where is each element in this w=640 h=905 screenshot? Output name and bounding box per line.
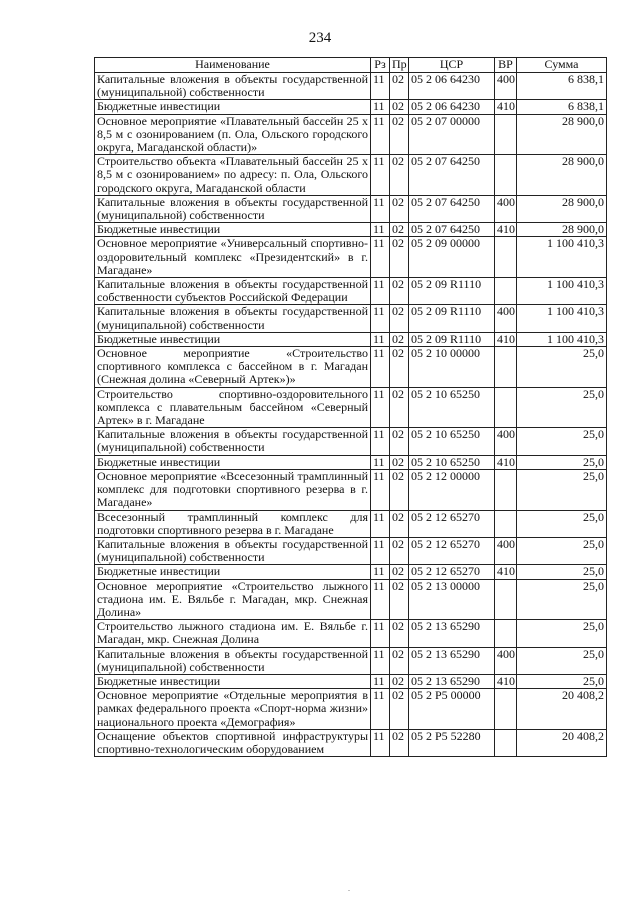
cell-sum: 25,0 xyxy=(517,620,607,647)
cell-rz: 11 xyxy=(371,195,390,222)
table-row xyxy=(95,278,607,305)
table-row xyxy=(95,579,607,620)
cell-csr: 05 2 P5 00000 xyxy=(409,689,495,730)
cell-name: Основное мероприятие «Отдельные мероприятия в рамках федерального проекта «Спорт-норма жизни» национального проекта «Демография» xyxy=(95,689,371,730)
cell-vr xyxy=(495,510,517,537)
cell-rz: 11 xyxy=(371,387,390,428)
table-row xyxy=(95,689,607,730)
cell-name: Основное мероприятие «Строительство спортивного комплекса с бассейном в г. Магадан (Снежная долина «Северный Артек»)» xyxy=(95,347,371,388)
cell-rz: 11 xyxy=(371,223,390,237)
table-header-row xyxy=(95,58,607,73)
cell-vr xyxy=(495,278,517,305)
cell-name: Основное мероприятие «Строительство лыжного стадиона им. Е. Вяльбе г. Магадан, мкр. Снежная Долина» xyxy=(95,579,371,620)
cell-vr: 400 xyxy=(495,195,517,222)
cell-rz: 11 xyxy=(371,674,390,688)
cell-pr: 02 xyxy=(390,510,409,537)
cell-sum: 20 408,2 xyxy=(517,689,607,730)
cell-pr: 02 xyxy=(390,729,409,756)
cell-pr: 02 xyxy=(390,565,409,579)
header-rz: Рз xyxy=(371,58,390,73)
cell-vr: 410 xyxy=(495,223,517,237)
cell-name: Оснащение объектов спортивной инфраструктуры спортивно-технологическим оборудованием xyxy=(95,729,371,756)
cell-name: Строительство лыжного стадиона им. Е. Вяльбе г. Магадан, мкр. Снежная Долина xyxy=(95,620,371,647)
cell-csr: 05 2 10 65250 xyxy=(409,387,495,428)
cell-pr: 02 xyxy=(390,332,409,346)
cell-name: Бюджетные инвестиции xyxy=(95,565,371,579)
cell-pr: 02 xyxy=(390,455,409,469)
cell-sum: 25,0 xyxy=(517,537,607,564)
cell-csr: 05 2 12 65270 xyxy=(409,565,495,579)
cell-name: Основное мероприятие «Всесезонный трамплинный комплекс для подготовки спортивного резерва в г. Магадане» xyxy=(95,469,371,510)
header-name: Наименование xyxy=(95,58,371,73)
cell-sum: 6 838,1 xyxy=(517,100,607,114)
budget-table xyxy=(94,57,607,757)
cell-name: Капитальные вложения в объекты государственной (муниципальной) собственности xyxy=(95,73,371,100)
table-row xyxy=(95,237,607,278)
cell-vr xyxy=(495,387,517,428)
table-row xyxy=(95,537,607,564)
cell-vr: 400 xyxy=(495,73,517,100)
cell-rz: 11 xyxy=(371,469,390,510)
table-row xyxy=(95,469,607,510)
table-row xyxy=(95,347,607,388)
cell-pr: 02 xyxy=(390,469,409,510)
cell-pr: 02 xyxy=(390,428,409,455)
cell-sum: 28 900,0 xyxy=(517,195,607,222)
cell-csr: 05 2 07 64250 xyxy=(409,195,495,222)
cell-vr: 400 xyxy=(495,305,517,332)
table-row xyxy=(95,195,607,222)
cell-csr: 05 2 06 64230 xyxy=(409,100,495,114)
cell-name: Строительство объекта «Плавательный бассейн 25 х 8,5 м с озонированием» по адресу: п. Ола, Ольского городского округа, Магаданской области xyxy=(95,155,371,196)
cell-pr: 02 xyxy=(390,278,409,305)
cell-rz: 11 xyxy=(371,237,390,278)
cell-name: Капитальные вложения в объекты государственной (муниципальной) собственности xyxy=(95,537,371,564)
cell-vr: 410 xyxy=(495,565,517,579)
cell-pr: 02 xyxy=(390,155,409,196)
cell-rz: 11 xyxy=(371,510,390,537)
cell-pr: 02 xyxy=(390,195,409,222)
cell-name: Бюджетные инвестиции xyxy=(95,455,371,469)
cell-sum: 25,0 xyxy=(517,579,607,620)
cell-rz: 11 xyxy=(371,155,390,196)
cell-sum: 25,0 xyxy=(517,428,607,455)
cell-vr xyxy=(495,155,517,196)
cell-sum: 1 100 410,3 xyxy=(517,305,607,332)
cell-csr: 05 2 12 65270 xyxy=(409,510,495,537)
cell-vr xyxy=(495,729,517,756)
cell-vr xyxy=(495,689,517,730)
cell-pr: 02 xyxy=(390,347,409,388)
cell-sum: 28 900,0 xyxy=(517,223,607,237)
cell-csr: 05 2 09 R1110 xyxy=(409,305,495,332)
cell-sum: 25,0 xyxy=(517,565,607,579)
cell-csr: 05 2 10 65250 xyxy=(409,428,495,455)
cell-sum: 25,0 xyxy=(517,387,607,428)
cell-pr: 02 xyxy=(390,689,409,730)
cell-pr: 02 xyxy=(390,620,409,647)
cell-sum: 25,0 xyxy=(517,647,607,674)
cell-sum: 25,0 xyxy=(517,455,607,469)
cell-vr xyxy=(495,469,517,510)
header-csr: ЦСР xyxy=(409,58,495,73)
cell-pr: 02 xyxy=(390,305,409,332)
page-number: 234 xyxy=(308,30,332,46)
cell-rz: 11 xyxy=(371,305,390,332)
cell-csr: 05 2 10 00000 xyxy=(409,347,495,388)
cell-name: Бюджетные инвестиции xyxy=(95,223,371,237)
table-row xyxy=(95,428,607,455)
cell-pr: 02 xyxy=(390,237,409,278)
cell-rz: 11 xyxy=(371,332,390,346)
cell-csr: 05 2 12 00000 xyxy=(409,469,495,510)
table-row xyxy=(95,114,607,155)
cell-name: Бюджетные инвестиции xyxy=(95,332,371,346)
footer-mark: . xyxy=(348,884,350,893)
cell-rz: 11 xyxy=(371,647,390,674)
cell-sum: 1 100 410,3 xyxy=(517,237,607,278)
cell-vr: 410 xyxy=(495,455,517,469)
table-row xyxy=(95,332,607,346)
cell-csr: 05 2 07 64250 xyxy=(409,155,495,196)
cell-sum: 25,0 xyxy=(517,674,607,688)
cell-rz: 11 xyxy=(371,689,390,730)
cell-rz: 11 xyxy=(371,428,390,455)
cell-name: Капитальные вложения в объекты государственной (муниципальной) собственности xyxy=(95,647,371,674)
cell-vr: 400 xyxy=(495,647,517,674)
table-row xyxy=(95,729,607,756)
cell-rz: 11 xyxy=(371,73,390,100)
cell-rz: 11 xyxy=(371,565,390,579)
table-row xyxy=(95,223,607,237)
header-vr: ВР xyxy=(495,58,517,73)
table-body xyxy=(95,73,607,757)
cell-name: Капитальные вложения в объекты государственной собственности субъектов Российской Федерации xyxy=(95,278,371,305)
cell-vr: 400 xyxy=(495,428,517,455)
header-sum: Сумма xyxy=(517,58,607,73)
cell-csr: 05 2 09 00000 xyxy=(409,237,495,278)
cell-pr: 02 xyxy=(390,647,409,674)
cell-vr: 400 xyxy=(495,537,517,564)
cell-csr: 05 2 13 00000 xyxy=(409,579,495,620)
cell-pr: 02 xyxy=(390,100,409,114)
cell-name: Основное мероприятие «Плавательный бассейн 25 х 8,5 м с озонированием (п. Ола, Ольского городского округа, Магаданской области)» xyxy=(95,114,371,155)
cell-sum: 25,0 xyxy=(517,510,607,537)
cell-vr: 410 xyxy=(495,100,517,114)
cell-sum: 1 100 410,3 xyxy=(517,332,607,346)
cell-rz: 11 xyxy=(371,114,390,155)
cell-name: Всесезонный трамплинный комплекс для подготовки спортивного резерва в г. Магадане xyxy=(95,510,371,537)
cell-rz: 11 xyxy=(371,455,390,469)
cell-sum: 20 408,2 xyxy=(517,729,607,756)
table-row xyxy=(95,647,607,674)
cell-rz: 11 xyxy=(371,100,390,114)
cell-sum: 25,0 xyxy=(517,347,607,388)
table-row xyxy=(95,73,607,100)
cell-name: Строительство спортивно-оздоровительного комплекса с плавательным бассейном «Северный Артек» в г. Магадане xyxy=(95,387,371,428)
cell-sum: 28 900,0 xyxy=(517,114,607,155)
cell-rz: 11 xyxy=(371,537,390,564)
cell-name: Капитальные вложения в объекты государственной (муниципальной) собственности xyxy=(95,305,371,332)
cell-csr: 05 2 13 65290 xyxy=(409,647,495,674)
cell-rz: 11 xyxy=(371,620,390,647)
cell-name: Капитальные вложения в объекты государственной (муниципальной) собственности xyxy=(95,428,371,455)
cell-sum: 25,0 xyxy=(517,469,607,510)
cell-name: Бюджетные инвестиции xyxy=(95,674,371,688)
cell-csr: 05 2 07 64250 xyxy=(409,223,495,237)
table-row xyxy=(95,100,607,114)
cell-csr: 05 2 P5 52280 xyxy=(409,729,495,756)
cell-csr: 05 2 13 65290 xyxy=(409,620,495,647)
cell-pr: 02 xyxy=(390,579,409,620)
cell-vr xyxy=(495,237,517,278)
table-row xyxy=(95,620,607,647)
header-pr: Пр xyxy=(390,58,409,73)
cell-rz: 11 xyxy=(371,278,390,305)
cell-pr: 02 xyxy=(390,114,409,155)
cell-vr: 410 xyxy=(495,674,517,688)
table-row xyxy=(95,305,607,332)
table-row xyxy=(95,565,607,579)
table-row xyxy=(95,387,607,428)
cell-sum: 6 838,1 xyxy=(517,73,607,100)
cell-csr: 05 2 12 65270 xyxy=(409,537,495,564)
cell-csr: 05 2 07 00000 xyxy=(409,114,495,155)
cell-name: Капитальные вложения в объекты государственной (муниципальной) собственности xyxy=(95,195,371,222)
table-row xyxy=(95,455,607,469)
cell-pr: 02 xyxy=(390,387,409,428)
table-row xyxy=(95,510,607,537)
cell-rz: 11 xyxy=(371,579,390,620)
cell-vr xyxy=(495,620,517,647)
cell-vr xyxy=(495,347,517,388)
cell-vr xyxy=(495,579,517,620)
cell-csr: 05 2 13 65290 xyxy=(409,674,495,688)
cell-csr: 05 2 09 R1110 xyxy=(409,332,495,346)
cell-rz: 11 xyxy=(371,347,390,388)
cell-vr: 410 xyxy=(495,332,517,346)
cell-csr: 05 2 09 R1110 xyxy=(409,278,495,305)
cell-pr: 02 xyxy=(390,223,409,237)
table-row xyxy=(95,155,607,196)
cell-name: Бюджетные инвестиции xyxy=(95,100,371,114)
cell-sum: 28 900,0 xyxy=(517,155,607,196)
cell-name: Основное мероприятие «Универсальный спортивно-оздоровительный комплекс «Президентский» в г. Магадане» xyxy=(95,237,371,278)
cell-csr: 05 2 10 65250 xyxy=(409,455,495,469)
cell-vr xyxy=(495,114,517,155)
cell-pr: 02 xyxy=(390,674,409,688)
cell-pr: 02 xyxy=(390,73,409,100)
cell-csr: 05 2 06 64230 xyxy=(409,73,495,100)
cell-rz: 11 xyxy=(371,729,390,756)
cell-pr: 02 xyxy=(390,537,409,564)
table-row xyxy=(95,674,607,688)
cell-sum: 1 100 410,3 xyxy=(517,278,607,305)
